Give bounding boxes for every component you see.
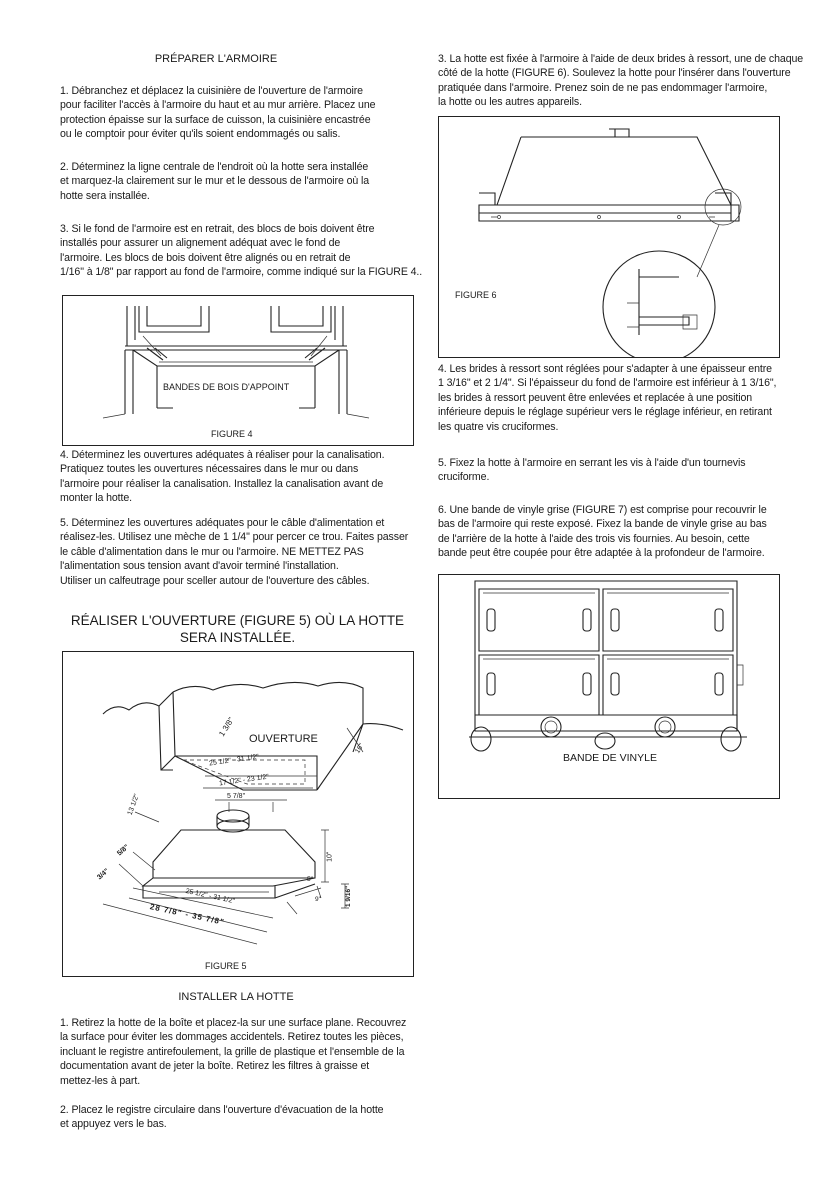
figure-5-dim-diag: 13 1/2"	[126, 793, 141, 817]
section-heading-prepare-cabinet: PRÉPARER L'ARMOIRE	[154, 53, 278, 65]
figure-6-caption: FIGURE 6	[455, 290, 497, 300]
figure-5-dim-width-range: 25 1/2" - 31 1/2"	[208, 753, 260, 768]
paragraph-step-2: 2. Déterminez la ligne centrale de l'endroit où la hotte sera installée et marquez-la clairement sur le mur et le dessous de l'armoire où la hotte sera installée.	[60, 161, 370, 202]
figure-4-caption: FIGURE 4	[211, 429, 253, 439]
paragraph-install-step-1: 1. Retirez la hotte de la boîte et placez-la sur une surface plane. Recouvrez la surface pour éviter les dommages accidentels. Retirez toutes les pièces, incluant le registre antirefoulement, la grille de plastique et l'ensemble de la documentation avant de jeter la boîte. Retirez les filtres à graisse et mettez-les à part.	[60, 1017, 407, 1087]
figure-5-dim-right-small: 5"	[307, 876, 313, 883]
figure-6-drawing	[439, 117, 779, 357]
figure-5-dim-duct: 5 7/8"	[227, 793, 246, 800]
figure-5-dim-depth: 1 3/8"	[217, 715, 236, 739]
figure-7-label: BANDE DE VINYLE	[563, 752, 657, 764]
figure-5-dim-front: 5/8"	[116, 843, 131, 858]
figure-5-caption: FIGURE 5	[205, 961, 247, 971]
figure-5-dim-side: 16"	[354, 742, 366, 755]
figure-4	[62, 295, 414, 446]
figure-7	[438, 574, 780, 799]
figure-5-dim-bottom-small: 9"	[315, 896, 321, 903]
figure-5-dim-right-v: 1 9/16"	[345, 885, 353, 907]
figure-5	[62, 651, 414, 977]
paragraph-install-step-2: 2. Placez le registre circulaire dans l'ouverture d'évacuation de la hotte et appuyez vers le bas.	[60, 1104, 384, 1131]
paragraph-step-6-right: 6. Une bande de vinyle grise (FIGURE 7) est comprise pour recouvrir le bas de l'armoire qui reste exposé. Fixez la bande de vinyle grise au bas de l'arrière de la hotte à l'aide des trois vis fournies. Au besoin, cette bande peut être coupée pour être adaptée à la profondeur de l'armoire.	[438, 504, 767, 560]
figure-5-drawing	[63, 652, 413, 976]
section-heading-opening: RÉALISER L'OUVERTURE (FIGURE 5) OÙ LA HOTTE SERA INSTALLÉE.	[70, 613, 405, 646]
section-heading-install-hood: INSTALLER LA HOTTE	[178, 991, 294, 1003]
figure-4-drawing	[63, 296, 413, 445]
figure-5-dim-bottom-range: 25 1/2" - 31 1/2"	[184, 887, 236, 906]
paragraph-step-3: 3. Si le fond de l'armoire est en retrait, des blocs de bois doivent être installés pour assurer un alignement adéquat avec le fond de l'armoire. Les blocs de bois doivent être alignés ou en retrait de 1/16" à 1/8" par rapport au fond de l'armoire, comme indiqué sur la FIGURE 4..	[60, 223, 423, 279]
paragraph-step-5-right: 5. Fixez la hotte à l'armoire en serrant les vis à l'aide d'un tournevis cruciforme.	[438, 457, 746, 484]
paragraph-step-4-right: 4. Les brides à ressort sont réglées pour s'adapter à une épaisseur entre 1 3/16" et 2 1/4". Si l'épaisseur du fond de l'armoire est inférieur à 1 3/16", les brides à ressort peuvent être enlevées et replacée à une position inférieure depuis le réglage supérieur vers le réglage inférieur, en retirant les quatre vis cruciformes.	[438, 363, 777, 433]
paragraph-step-4: 4. Déterminez les ouvertures adéquates à réaliser pour la canalisation. Pratiquez toutes les ouvertures nécessaires dans le mur ou dans l'armoire pour réaliser la canalisation. Installez la canalisation avant de monter la hotte.	[60, 449, 385, 505]
figure-4-label: BANDES DE BOIS D'APPOINT	[163, 382, 290, 392]
figure-5-dim-height: 10"	[326, 851, 334, 862]
figure-5-dim-overall-range: 28 7/8" - 35 7/8"	[149, 902, 226, 927]
paragraph-step-3-right: 3. La hotte est fixée à l'armoire à l'aide de deux brides à ressort, une de chaque côté de la hotte (FIGURE 6). Soulevez la hotte pour l'insérer dans l'ouverture pratiquée dans l'armoire. Prenez soin de ne pas endommager l'armoire, la hotte ou les autres appareils.	[438, 53, 804, 109]
figure-5-dim-inner-range: 17 1/2" - 23 1/2"	[218, 773, 270, 788]
figure-6	[438, 116, 780, 358]
figure-5-dim-left: 3/4"	[96, 867, 111, 882]
figure-5-opening-label: OUVERTURE	[249, 733, 318, 745]
paragraph-step-5: 5. Déterminez les ouvertures adéquates pour le câble d'alimentation et réalisez-les. Utilisez une mèche de 1 1/4" pour percer ce trou. Faites passer le câble d'alimentation dans le mur ou l'armoire. NE METTEZ PAS l'alimentation sous tension avant d'avoir terminé l'installation. Utiliser un calfeutrage pour sceller autour de l'ouverture des câbles.	[60, 517, 409, 587]
paragraph-step-1: 1. Débranchez et déplacez la cuisinière de l'ouverture de l'armoire pour faciliter l'accès à l'armoire du haut et au mur arrière. Placez une protection épaisse sur la surface de cuisson, la cuisinière encastrée ou le comptoir pour éviter qu'ils soient endommagés ou salis.	[60, 85, 376, 141]
